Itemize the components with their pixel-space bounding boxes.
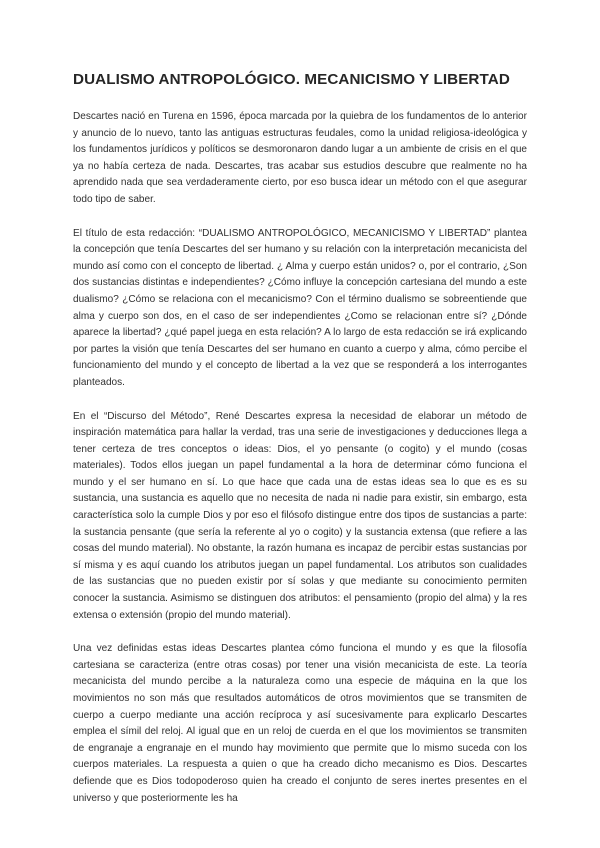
paragraph-4: Una vez definidas estas ideas Descartes plantea cómo funciona el mundo y es que la filosofía cartesiana se caracteriza (entre otras cosas) por tener una visión mecanicista de este. La teoría mecanicista del mundo percibe a la naturaleza como una especie de máquina en la que los movimientos no son más que resultados automáticos de otros movimientos que se transmiten de cuerpo a cuerpo mediante una acción recíproca y así sucesivamente para explicarlo Descartes emplea el símil del reloj. Al igual que en un reloj de cuerda en el que los movimientos se transmiten de engranaje a engranaje en el mundo hay movimiento que permite que lo mismo suceda con los cuerpos materiales. La respuesta a quien o que ha creado dicho mecanismo es Dios. Descartes defiende que es Dios todopoderoso quien ha creado el conjunto de seres inertes presentes en el universo y que posteriormente les ha xyxy=(73,643,527,804)
document-title: DUALISMO ANTROPOLÓGICO. MECANICISMO Y LIBERTAD xyxy=(73,71,510,88)
paragraph-2: El título de esta redacción: “DUALISMO ANTROPOLÓGICO, MECANICISMO Y LIBERTAD” plantea la concepción que tenía Descartes del ser humano y su relación con la interpretación mecanicista del mundo así como con el concepto de libertad. ¿ Alma y cuerpo están unidos? o, por el contrario, ¿Son dos sustancias distintas e independientes? ¿Cómo influye la concepción cartesiana del mundo a este dualismo? ¿Cómo se relaciona con el mecanicismo? Con el término dualismo se sobreentiende que alma y cuerpo son dos, en el caso de ser independientes ¿Como se relacionan entre sí? ¿Dónde aparece la libertad? ¿qué papel juega en esta relación? A lo largo de esta redacción se irá explicando por partes la visión que tenía Descartes del ser humano en cuanto a cuerpo y alma, cómo percibe el funcionamiento del mundo y el concepto de libertad a la vez que se responderá a los interrogantes planteados. xyxy=(73,227,527,388)
document-body xyxy=(73,109,527,824)
paragraph-1: Descartes nació en Turena en 1596, época marcada por la quiebra de los fundamentos de lo anterior y anuncio de lo nuevo, tanto las antiguas estructuras feudales, como la unidad religiosa-ideológica y los fundamentos jurídicos y políticos se desmoronaron dando lugar a un ambiente de crisis en el que ya no había certeza de nada. Descartes, tras acabar sus estudios descubre que realmente no ha aprendido nada que sea verdaderamente cierto, por eso busca idear un método con el que asegurar todo tipo de saber. xyxy=(73,111,527,205)
paragraph-3: En el “Discurso del Método”, René Descartes expresa la necesidad de elaborar un método de inspiración matemática para hallar la verdad, tras una serie de investigaciones y deducciones llega a tener certeza de tres conceptos o ideas: Dios, el yo pensante (o cogito) y el mundo (cosas materiales). Todos ellos juegan un papel fundamental a la hora de determinar cómo funciona el mundo y el ser humano en sí. Lo que hace que cada una de estas ideas sea lo que es es su sustancia, una sustancia es aquello que no necesita de nada ni nadie para existir, sin embargo, esta característica solo la cumple Dios y por eso el filósofo distingue entre dos tipos de sustancias a parte: la sustancia pensante (que sería la referente al yo o cogito) y la sustancia extensa (que refiere a las cosas del mundo material). No obstante, la razón humana es incapaz de percibir estas sustancias por sí misma y es aquí cuando los atributos juegan un papel fundamental. Los atributos son cualidades de las sustancias que no pueden existir por sí solas y que mediante su conocimiento permiten conocer la sustancia. Asimismo se distinguen dos atributos: el pensamiento (propio del alma) y la res extensa o extensión (propio del mundo material). xyxy=(73,410,527,621)
